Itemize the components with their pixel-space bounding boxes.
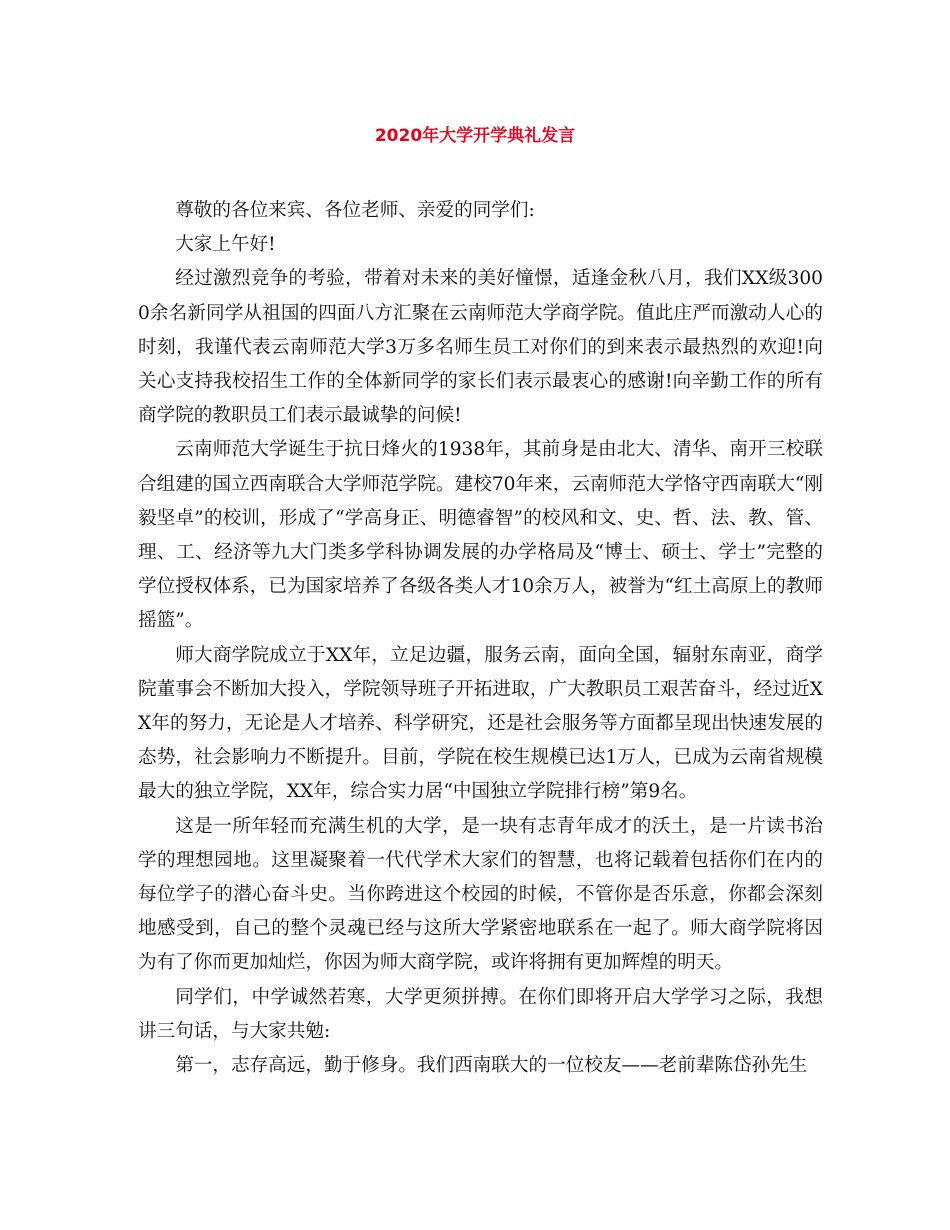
paragraph-greeting: 大家上午好! xyxy=(175,234,276,256)
paragraph-salutation: 尊敬的各位来宾、各位老师、亲爱的同学们: xyxy=(175,200,535,221)
paragraph-business-school: 师大商学院成立于XX年，立足边疆，服务云南，面向全国，辐射东南亚，商学院董事会不断加大投入，学院领导班子开拓进取，广大教职员工艰苦奋斗，经过近XX年的努力，无论是人才培养、科学研究，还是社会服务等方面都呈现出快速发展的态势，社会影响力不断提升。目前，学院在校生规模已达1万人，已成为云南省规模最大的独立学院，XX年，综合实力居“中国独立学院排行榜”第9名。 xyxy=(138,644,823,803)
document-body xyxy=(138,194,823,1083)
paragraph-encouragement: 同学们，中学诚然若寒，大学更须拼搏。在你们即将开启大学学习之际，我想讲三句话，与大家共勉: xyxy=(138,986,823,1042)
paragraph-university-history: 云南师范大学诞生于抗日烽火的1938年，其前身是由北大、清华、南开三校联合组建的国立西南联合大学师范学院。建校70年来，云南师范大学恪守西南联大“刚毅坚卓”的校训，形成了“学高身正、明德睿智”的校风和文、史、哲、法、教、管、理、工、经济等九大门类多学科协调发展的办学格局及“博士、硕士、学士”完整的学位授权体系，已为国家培养了各级各类人才10余万人，被誉为“红土高原上的教师摇篮”。 xyxy=(138,439,823,632)
page-title: 2020年大学开学典礼发言 xyxy=(374,126,576,146)
paragraph-welcome: 经过激烈竞争的考验，带着对未来的美好憧憬，适逢金秋八月，我们XX级3000余名新同学从祖国的四面八方汇聚在云南师范大学商学院。值此庄严而激动人心的时刻，我谨代表云南师范大学3万多名师生员工对你们的到来表示最热烈的欢迎!向关心支持我校招生工作的全体新同学的家长们表示最衷心的感谢!向辛勤工作的所有商学院的教职员工们表示最诚挚的问候! xyxy=(138,268,823,427)
paragraph-point-one: 第一，志存高远，勤于修身。我们西南联大的一位校友——老前辈陈岱孙先生 xyxy=(175,1055,808,1077)
paragraph-campus-description: 这是一所年轻而充满生机的大学，是一块有志青年成才的沃土，是一片读书治学的理想园地。这里凝聚着一代代学术大家们的智慧，也将记载着包括你们在内的每位学子的潜心奋斗史。当你跨进这个校园的时候，不管你是否乐意，你都会深刻地感受到，自己的整个灵魂已经与这所大学紧密地联系在一起了。师大商学院将因为有了你而更加灿烂，你因为师大商学院，或许将拥有更加辉煌的明天。 xyxy=(138,815,823,974)
